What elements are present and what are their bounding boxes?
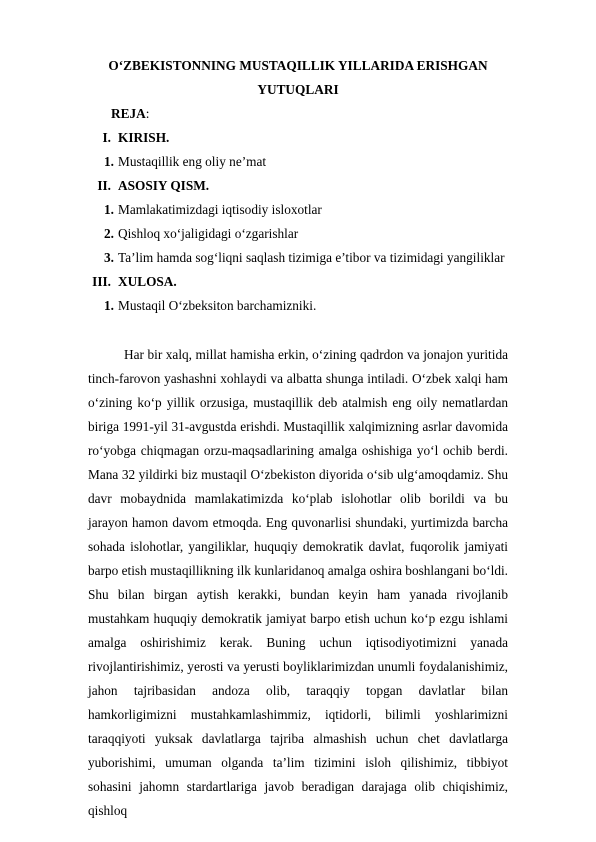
title-line-2: YUTUQLARI <box>257 82 339 97</box>
section-row-conclusion <box>0 270 596 294</box>
section-label: ASOSIY QISM. <box>118 178 210 193</box>
section-numeral: II. <box>97 178 111 193</box>
plan-heading: REJA: <box>111 106 150 121</box>
section-row-main <box>0 174 596 198</box>
section-label: KIRISH. <box>118 130 170 145</box>
item-text: Ta’lim hamda sog‘liqni saqlash tizimiga e’tibor va tizimidagi yangiliklar <box>118 250 505 265</box>
plan-outline <box>0 102 596 318</box>
section-numeral: I. <box>102 130 111 145</box>
document-title <box>90 54 506 102</box>
plan-item <box>0 150 596 174</box>
section-numeral: III. <box>92 274 111 289</box>
body-paragraph: Har bir xalq, millat hamisha erkin, o‘zining qadrdon va jonajon yuritida tinch-farovon yashashni xohlaydi va albatta shunga intiladi. O‘zbek xalqi ham o‘zining ko‘p yillik orzusiga, mustaqillik deb atalmish eng oily nematlardan biriga 1991-yil 31-avgustda erishdi. Mustaqillik xalqimizning asrlar davomida ro‘yobga chiqmagan orzu-maqsadlarining amalga oshishiga yo‘l ochib berdi. Mana 32 yildirki biz mustaqil O‘zbekiston diyorida o‘sib ulg‘amoqdamiz. Shu davr mobaydnida mamlakatimizda ko‘plab islohotlar olib borildi va bu jarayon hamon davom etmoqda. Eng quvonarlisi shundaki, yurtimizda barcha sohada islohotlar, yangiliklar, huquqiy demokratik davlat, fuqorolik jamiyati barpo etish mustaqillikning ilk kunlaridanoq amalga oshira boshlangani bo‘ldi. Shu bilan birgan aytish kerakki, bundan keyin ham yanada rivojlanib mustahkam huquqiy demokratik jamiyat barpo etish uchun ko‘p ezgu ishlami amalga oshirishimiz kerak. Buning uchun iqtisodiyotimizni yanada rivojlantirishimiz, yerosti va yerusti boyliklarimizdan unumli foydalanishimiz, jahon tajribasidan andoza olib, taraqqiy topgan davlatlar bilan hamkorligimizni mustahkamlashimmiz, iqtidorli, bilimli yoshlarimizni taraqqiyoti yuksak davlatlarga tajriba almashish uchun chet davlatlarga yuborishimi, umuman olganda ta’lim tizimini isloh qilishimiz, tibbiyot sohasini jahomn stardartlariga javob beradigan darajaga olib chiqishimiz, qishloq <box>88 347 508 818</box>
item-number: 1. <box>104 298 114 313</box>
item-number: 1. <box>104 154 114 169</box>
plan-item <box>0 246 596 270</box>
item-text: Mustaqil O‘zbeksiton barchamizniki. <box>118 298 317 313</box>
plan-item <box>0 198 596 222</box>
item-number: 3. <box>104 250 114 265</box>
item-number: 2. <box>104 226 114 241</box>
item-text: Qishloq xo‘jaligidagi o‘zgarishlar <box>118 226 299 241</box>
plan-heading-row <box>0 102 596 126</box>
section-label: XULOSA. <box>118 274 177 289</box>
item-text: Mustaqillik eng oliy ne’mat <box>118 154 267 169</box>
section-row-introduction <box>0 126 596 150</box>
item-number: 1. <box>104 202 114 217</box>
title-line-1: O‘ZBEKISTONNING MUSTAQILLIK YILLARIDA ERISHGAN <box>108 58 488 73</box>
item-text: Mamlakatimizdagi iqtisodiy isloxotlar <box>118 202 322 217</box>
plan-item <box>0 222 596 246</box>
plan-item <box>0 294 596 318</box>
